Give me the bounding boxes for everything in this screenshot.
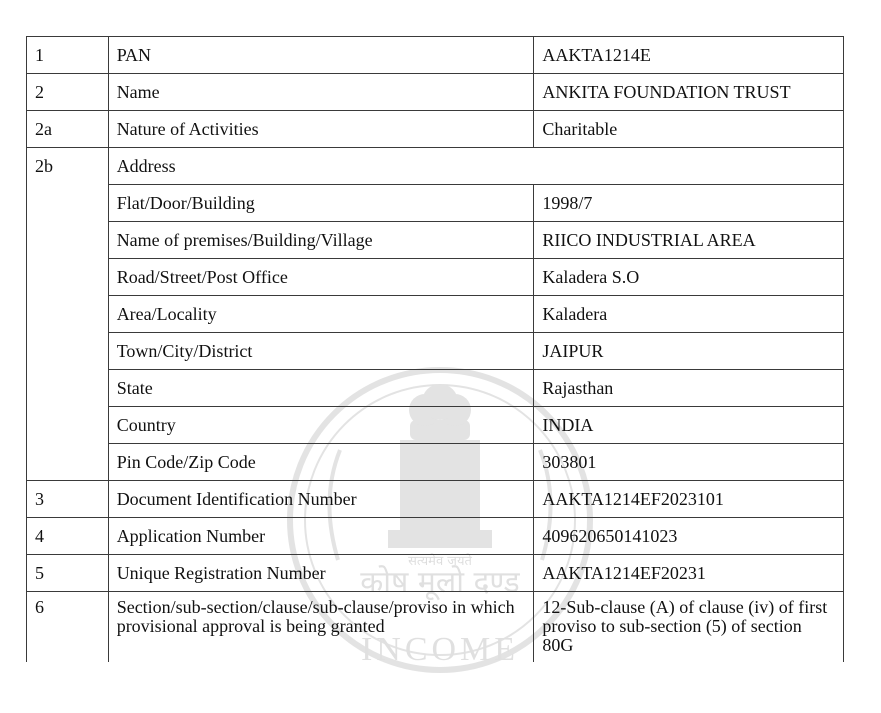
table-row	[27, 555, 844, 592]
row-value: Kaladera	[534, 296, 844, 333]
row-label: Application Number	[108, 518, 534, 555]
row-value: 12-Sub-clause (A) of clause (iv) of first proviso to sub-section (5) of section 80G	[534, 592, 844, 663]
row-number: 6	[27, 592, 109, 663]
table-row	[27, 444, 844, 481]
table-row	[27, 222, 844, 259]
table-row	[27, 370, 844, 407]
row-number: 2	[27, 74, 109, 111]
row-number: 5	[27, 555, 109, 592]
table-row	[27, 592, 844, 663]
row-value: AAKTA1214EF2023101	[534, 481, 844, 518]
emblem-motto: सत्यमेव जयते	[408, 554, 472, 569]
row-label: Address	[108, 148, 843, 185]
row-number: 3	[27, 481, 109, 518]
table-row	[27, 296, 844, 333]
emblem-bottom-text: INCOME	[360, 631, 520, 668]
table-row	[27, 37, 844, 74]
table-row	[27, 111, 844, 148]
table-row	[27, 333, 844, 370]
table-row	[27, 185, 844, 222]
approval-details-table	[26, 36, 844, 662]
row-label: Name of premises/Building/Village	[108, 222, 534, 259]
row-value: 303801	[534, 444, 844, 481]
row-value: ANKITA FOUNDATION TRUST	[534, 74, 844, 111]
row-value: RIICO INDUSTRIAL AREA	[534, 222, 844, 259]
table-row	[27, 148, 844, 185]
row-value: Rajasthan	[534, 370, 844, 407]
row-label: Area/Locality	[108, 296, 534, 333]
row-number: 4	[27, 518, 109, 555]
row-label: State	[108, 370, 534, 407]
row-value: INDIA	[534, 407, 844, 444]
emblem-arc-text: कोष मूलो दण्ड	[360, 565, 520, 600]
table-row	[27, 74, 844, 111]
row-number: 2b	[27, 148, 109, 481]
row-label: Town/City/District	[108, 333, 534, 370]
row-label: Road/Street/Post Office	[108, 259, 534, 296]
row-value: JAIPUR	[534, 333, 844, 370]
row-label: Section/sub-section/clause/sub-clause/proviso in which provisional approval is being granted	[108, 592, 534, 663]
table-row	[27, 481, 844, 518]
row-value: 409620650141023	[534, 518, 844, 555]
row-label: Pin Code/Zip Code	[108, 444, 534, 481]
row-label: Nature of Activities	[108, 111, 534, 148]
row-value: 1998/7	[534, 185, 844, 222]
row-label: PAN	[108, 37, 534, 74]
row-label: Unique Registration Number	[108, 555, 534, 592]
row-value: AAKTA1214EF20231	[534, 555, 844, 592]
row-label: Document Identification Number	[108, 481, 534, 518]
row-value: AAKTA1214E	[534, 37, 844, 74]
table-row	[27, 259, 844, 296]
row-value: Kaladera S.O	[534, 259, 844, 296]
row-number: 1	[27, 37, 109, 74]
row-value: Charitable	[534, 111, 844, 148]
row-number: 2a	[27, 111, 109, 148]
row-label: Flat/Door/Building	[108, 185, 534, 222]
table-row	[27, 518, 844, 555]
row-label: Country	[108, 407, 534, 444]
row-label: Name	[108, 74, 534, 111]
table-row	[27, 407, 844, 444]
